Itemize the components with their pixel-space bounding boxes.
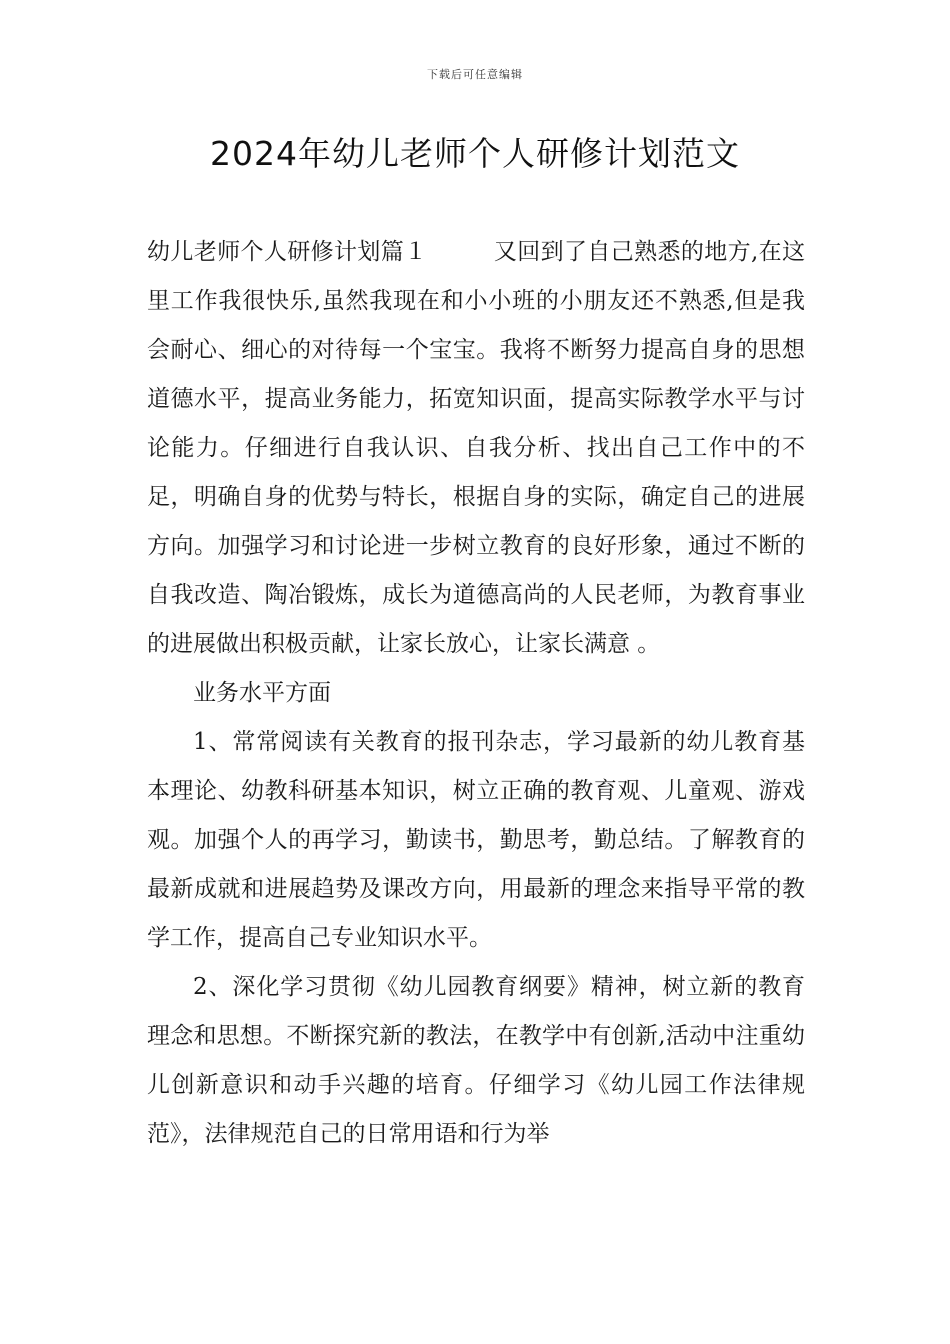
intro-paragraph (147, 228, 805, 669)
list-item: 1、常常阅读有关教育的报刊杂志，学习最新的幼儿教育基本理论、幼教科研基本知识，树立正确的教育观、儿童观、游戏观。加强个人的再学习，勤读书，勤思考，勤总结。了解教育的最新成就和进展趋势及课改方向，用最新的理念来指导平常的教学工作，提高自己专业知识水平。 (147, 729, 805, 951)
list-item: 2、深化学习贯彻《幼儿园教育纲要》精神，树立新的教育理念和思想。不断探究新的教法，在教学中有创新,活动中注重幼儿创新意识和动手兴趣的培育。仔细学习《幼儿园工作法律规范》，法律规范自己的日常用语和行为举 (147, 974, 805, 1147)
header-note: 下载后可任意编辑 (427, 68, 523, 81)
intro-heading: 幼儿老师个人研修计划篇１ (147, 239, 428, 265)
document-body (147, 228, 805, 1159)
document-title: 2024年幼儿老师个人研修计划范文 (210, 134, 740, 173)
section-heading: 业务水平方面 (193, 680, 331, 706)
intro-text: 又回到了自己熟悉的地方,在这里工作我很快乐,虽然我现在和小小班的小朋友还不熟悉,但是我会耐心、细心的对待每一个宝宝。我将不断努力提高自身的思想道德水平，提高业务能力，拓宽知识面，提高实际教学水平与讨论能力。仔细进行自我认识、自我分析、找出自己工作中的不足，明确自身的优势与特长，根据自身的实际，确定自己的进展方向。加强学习和讨论进一步树立教育的良好形象，通过不断的自我改造、陶冶锻炼，成长为道德高尚的人民老师，为教育事业的进展做出积极贡献，让家长放心，让家长满意 。 (147, 239, 806, 657)
